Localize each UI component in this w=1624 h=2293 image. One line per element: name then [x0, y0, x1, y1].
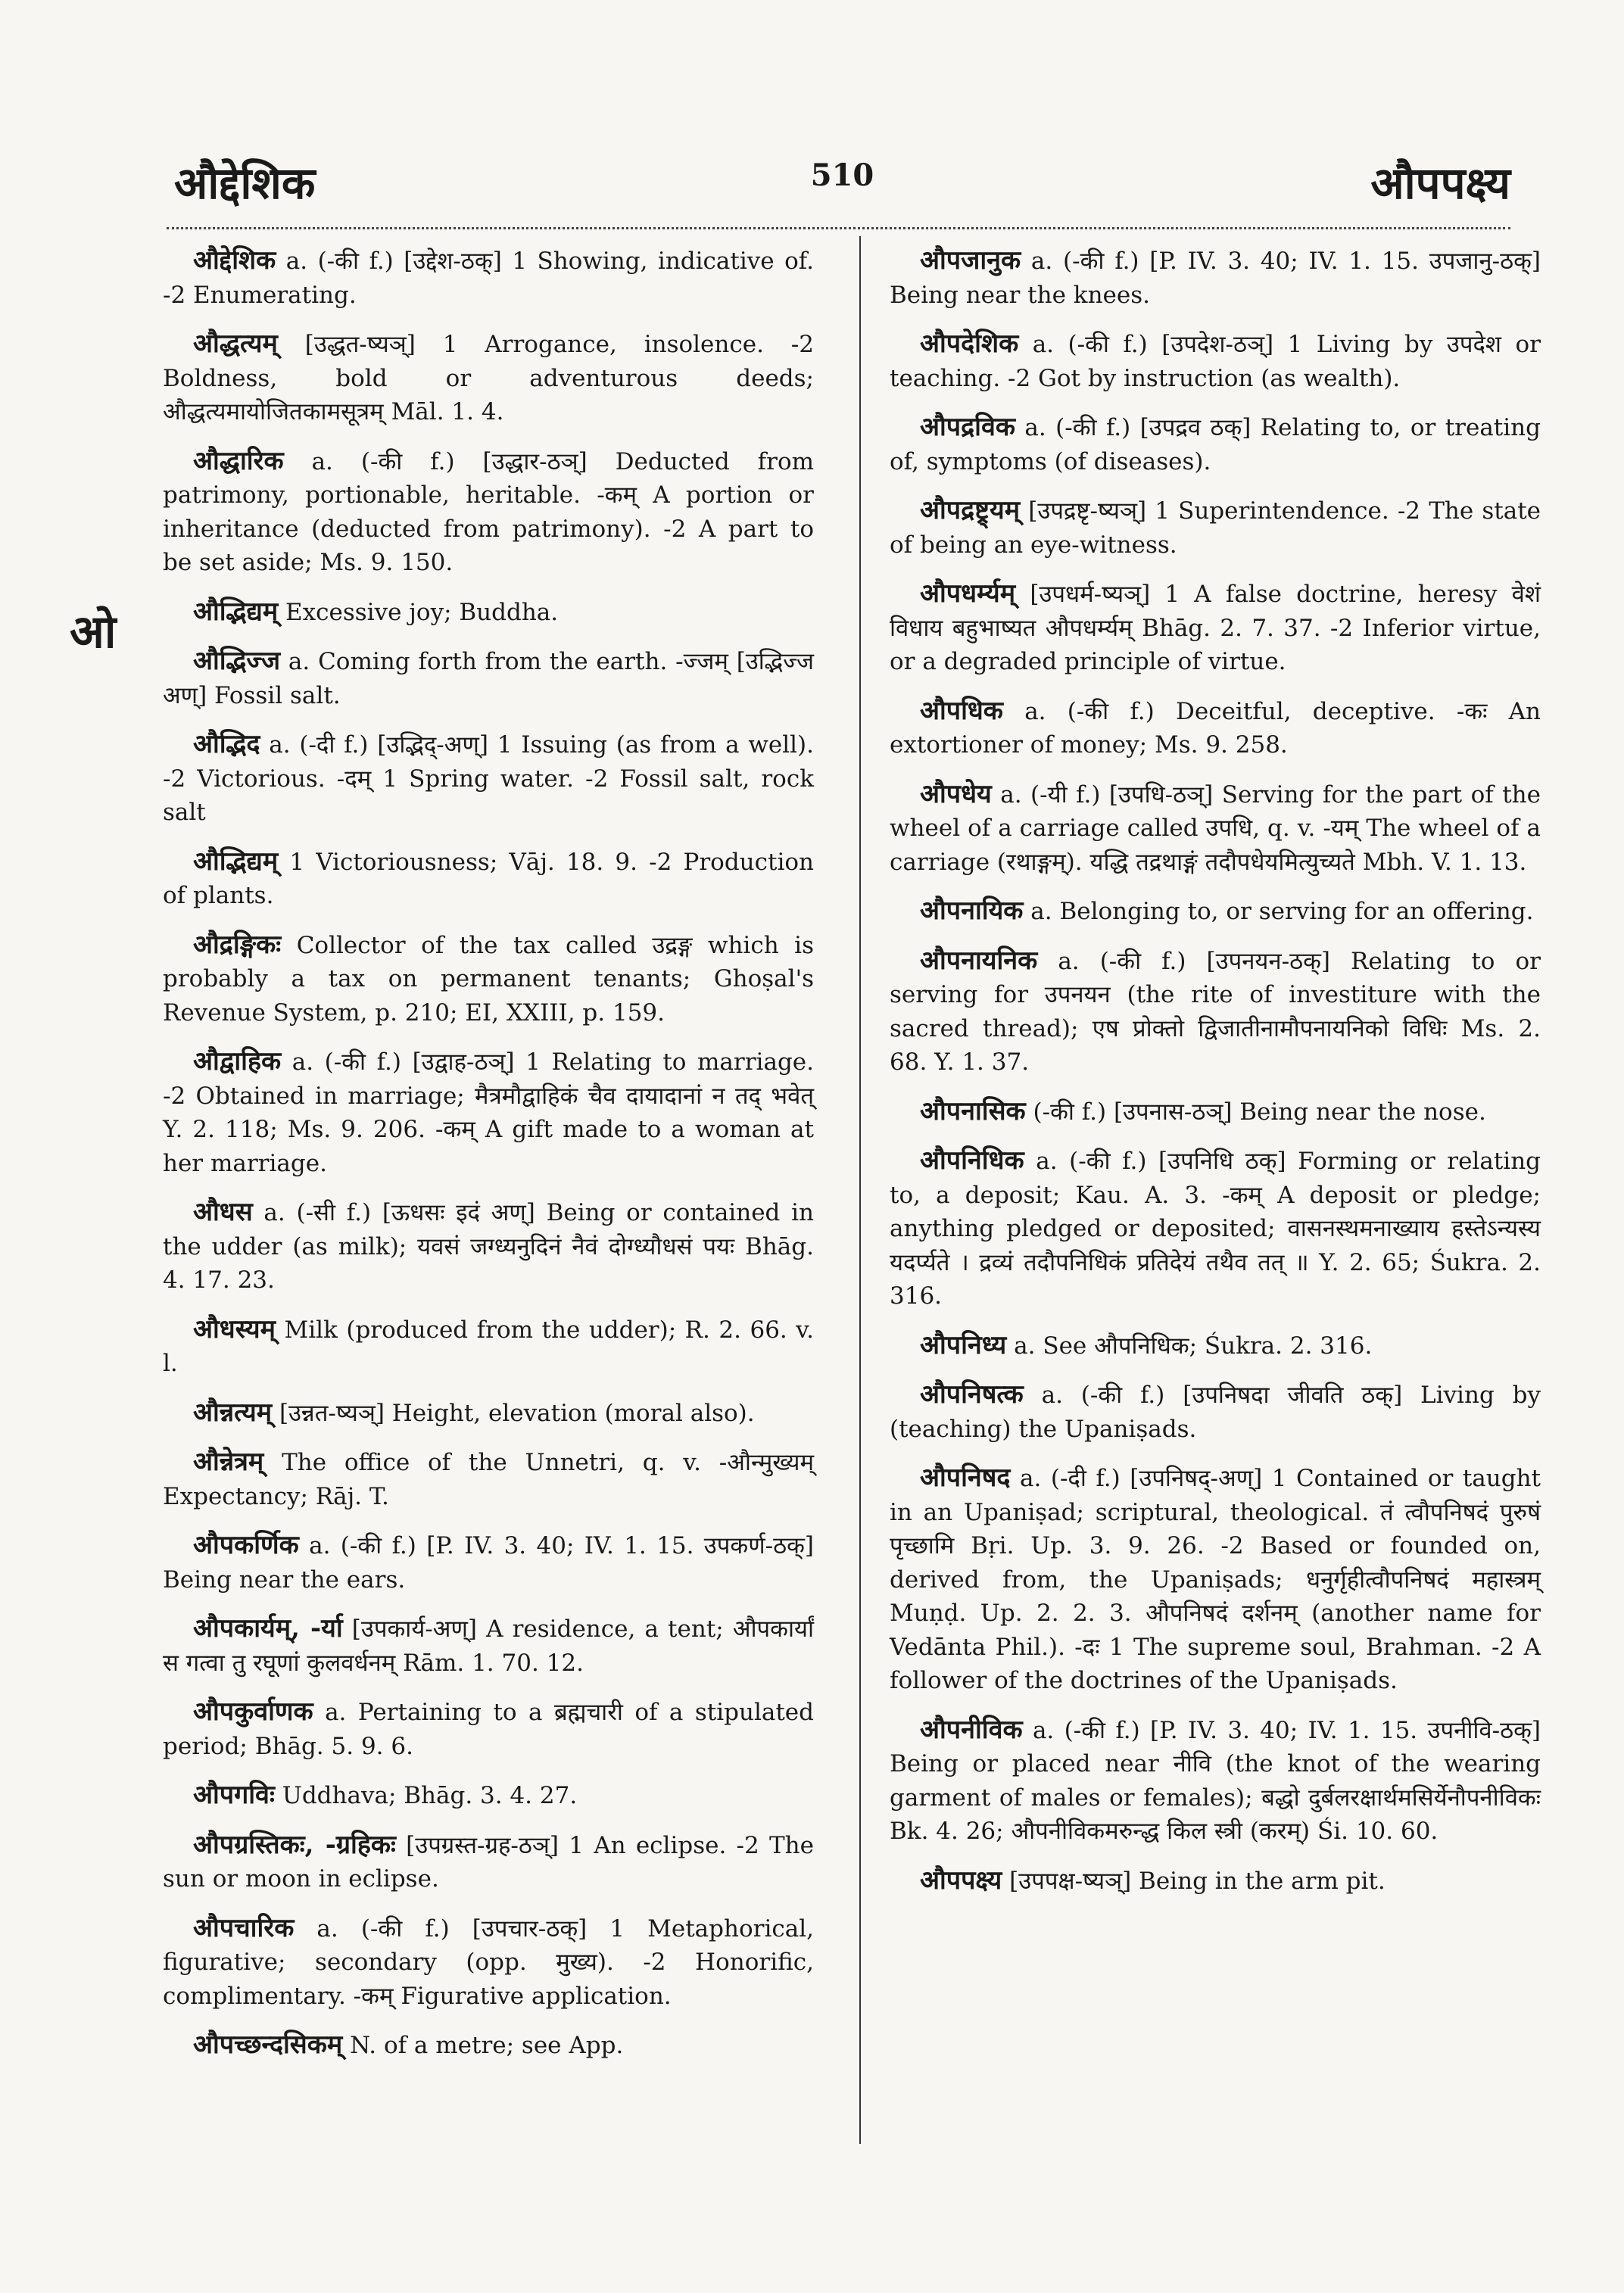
- dictionary-entry: [163, 2028, 814, 2063]
- entry-definition: a. See औपनिधिक; Śukra. 2. 316.: [1014, 1332, 1373, 1360]
- entry-definition: a. (-की f.) [उपचार-ठक्] 1 Metaphorical, figurative; secondary (opp. मुख्य). -2 Honorific, complimentary. -कम् Figurative application.: [163, 1914, 814, 2010]
- entry-definition: [उद्धत-ष्यञ्] 1 Arrogance, insolence. -2 Boldness, bold or adventurous deeds; औद्धत्यमायोजितकामसूत्रम् Māl. 1. 4.: [163, 331, 814, 425]
- entry-headword: औपगविः: [193, 1780, 275, 1810]
- entry-headword: औद्धत्यम्: [193, 329, 278, 359]
- dictionary-entry: [163, 1828, 814, 1896]
- right-guide-word: औपपक्ष्य: [1370, 157, 1510, 209]
- dictionary-entry: [163, 644, 814, 712]
- dictionary-entry: [163, 244, 814, 312]
- dictionary-entry: [163, 1313, 814, 1381]
- margin-section-mark: ओ: [70, 606, 117, 659]
- entry-definition: (-की f.) [उपनास-ठञ्] Being near the nose.: [1033, 1098, 1486, 1126]
- entry-headword: औपच्छन्दसिकम्: [193, 2030, 343, 2060]
- entry-definition: a. (-की f.) [P. IV. 3. 40; IV. 1. 15. उपजानु-ठक्] Being near the knees.: [890, 248, 1541, 309]
- dictionary-entry: [163, 1396, 814, 1431]
- dictionary-entry: [163, 928, 814, 1030]
- entry-definition: a. (-दी f.) [उद्भिद्-अण्] 1 Issuing (as from a well). -2 Victorious. -दम् 1 Spring water. -2 Fossil salt, rock salt: [163, 731, 815, 826]
- entry-headword: औधस: [193, 1197, 253, 1227]
- entry-definition: a. Coming forth from the earth. -ज्जम् [उद्भिज्ज अण्] Fossil salt.: [163, 648, 814, 709]
- column-divider: [859, 236, 861, 2144]
- dictionary-entry: [890, 1095, 1541, 1129]
- dictionary-entry: [890, 244, 1541, 312]
- entry-headword: औपकार्यम्, -र्या: [193, 1613, 343, 1643]
- dictionary-entry: [163, 1695, 814, 1763]
- entry-definition: a. (-यी f.) [उपधि-ठञ्] Serving for the part of the wheel of a carriage called उपधि, q. v. -यम् The wheel of a carriage (रथाङ्गम्). यद्धि तद्रथाङ्गं तदौपधेयमित्युच्यते Mbh. V. 1. 13.: [890, 780, 1541, 876]
- entry-definition: a. (-सी f.) [ऊधसः इदं अण्] Being or contained in the udder (as milk); यवसं जग्ध्यनुदिनं नैवं दोग्ध्यौधसं पयः Bhāg. 4. 17. 23.: [163, 1199, 814, 1294]
- dictionary-entry: [163, 1195, 814, 1298]
- entry-definition: Uddhava; Bhāg. 3. 4. 27.: [282, 1782, 578, 1809]
- dictionary-entry: [890, 410, 1541, 478]
- entry-headword: औपग्रस्तिकः, -ग्रहिकः: [193, 1829, 396, 1860]
- dictionary-entry: [163, 845, 814, 913]
- entry-headword: औपनीविक: [920, 1714, 1023, 1745]
- entry-definition: [उपपक्ष-ष्यञ्] Being in the arm pit.: [1009, 1867, 1386, 1895]
- entry-headword: औद्भिज्ज: [193, 646, 281, 676]
- entry-headword: औपकुर्वाणक: [193, 1696, 313, 1727]
- entry-headword: औपद्रष्ट्र्यम्: [920, 495, 1021, 525]
- entry-headword: औद्धारिक: [193, 445, 284, 476]
- dictionary-entry: [163, 1778, 814, 1813]
- entry-headword: औपनायिक: [920, 896, 1024, 926]
- entry-headword: औपचारिक: [193, 1912, 295, 1943]
- entry-definition: Excessive joy; Buddha.: [285, 598, 559, 626]
- entry-headword: औपनिषद: [920, 1463, 1011, 1493]
- entry-headword: औपधिक: [920, 695, 1003, 726]
- entry-definition: a. (-की f.) [उद्धार-ठञ्] Deducted from patrimony, portionable, heritable. -कम् A portion or inheritance (deducted from patrimony). -2 A part to be set aside; Ms. 9. 150.: [163, 447, 815, 576]
- dictionary-entry: [163, 1445, 814, 1513]
- entry-definition: a. (-की f.) [उपनिधि ठक्] Forming or relating to, a deposit; Kau. A. 3. -कम् A deposit or pledge; anything pledged or deposited; वासनस्थमनाख्याय हस्तेऽन्यस्य यदर्प्यते । द्रव्यं तदौपनिधिकं प्रतिदेयं तथैव तत् ॥ Y. 2. 65; Śukra. 2. 316.: [890, 1148, 1541, 1310]
- entry-definition: The office of the Unnetri, q. v. -औन्मुख्यम् Expectancy; Rāj. T.: [163, 1449, 814, 1510]
- entry-definition: Milk (produced from the udder); R. 2. 66. v. l.: [163, 1316, 814, 1377]
- dictionary-entry: [163, 1911, 814, 2014]
- entry-definition: a. (-की f.) Deceitful, deceptive. -कः An extortioner of money; Ms. 9. 258.: [890, 697, 1541, 759]
- entry-definition: a. (-की f.) [उपद्रव ठक्] Relating to, or treating of, symptoms (of diseases).: [890, 414, 1541, 475]
- dictionary-entry: [890, 1378, 1541, 1446]
- entry-definition: a. (-की f.) [उपनयन-ठक्] Relating to or serving for उपनयन (the rite of investiture with the sacred thread); एष प्रोक्तो द्विजातीनामौपनायनिको विधिः Ms. 2. 68. Y. 1. 37.: [890, 947, 1541, 1076]
- entry-headword: औपनिषत्क: [920, 1379, 1024, 1410]
- dictionary-entry: [163, 595, 814, 630]
- entry-definition: a. (-की f.) [उपनिषदा जीवति ठक्] Living by (teaching) the Upaniṣads.: [890, 1382, 1541, 1443]
- entry-definition: [उन्नत-ष्यञ्] Height, elevation (moral also).: [279, 1399, 755, 1427]
- entry-headword: औद्भिद्यम्: [193, 596, 279, 627]
- entry-definition: [उपद्रष्टृ-ष्यञ्] 1 Superintendence. -2 The state of being an eye-witness.: [890, 497, 1541, 559]
- dictionary-entry: [890, 1864, 1541, 1899]
- entry-headword: औद्भिद्यम्: [193, 846, 279, 877]
- dictionary-entry: [890, 1713, 1541, 1849]
- entry-headword: औपपक्ष्य: [920, 1865, 1002, 1896]
- entry-headword: औन्नत्यम्: [193, 1397, 273, 1428]
- left-column: [163, 244, 814, 2078]
- entry-headword: औद्रङ्गिकः: [193, 929, 282, 960]
- entry-headword: औन्नेत्रम्: [193, 1447, 264, 1477]
- entry-definition: a. (-की f.) [उद्वाह-ठञ्] 1 Relating to marriage. -2 Obtained in marriage; मैत्रमौद्वाहिकं चैव दायादानां न तद् भवेत् Y. 2. 118; Ms. 9. 206. -कम् A gift made to a woman at her marriage.: [163, 1048, 814, 1177]
- entry-definition: a. (-की f.) [उद्देश-ठक्] 1 Showing, indicative of. -2 Enumerating.: [163, 248, 814, 309]
- entry-headword: औपदेशिक: [920, 329, 1019, 359]
- entry-headword: औद्भिद: [193, 729, 260, 759]
- dictionary-entry: [890, 944, 1541, 1080]
- entry-definition: N. of a metre; see App.: [350, 2032, 624, 2059]
- entry-headword: औपधर्म्यम्: [920, 578, 1016, 609]
- dictionary-entry: [890, 694, 1541, 762]
- entry-definition: a. Belonging to, or serving for an offering.: [1030, 898, 1534, 925]
- entry-headword: औपनिध्य: [920, 1329, 1007, 1360]
- dictionary-entry: [890, 494, 1541, 562]
- entry-headword: औद्देशिक: [193, 245, 276, 276]
- entry-definition: [उपकार्य-अण्] A residence, a tent; औपकार्यां स गत्वा तु रघूणां कुलवर्धनम् Rām. 1. 70. 12.: [163, 1615, 815, 1677]
- entry-headword: औपद्रविक: [920, 412, 1015, 442]
- entry-definition: a. (-दी f.) [उपनिषद्-अण्] 1 Contained or taught in an Upaniṣad; scriptural, theological. तं त्वौपनिषदं पुरुषं पृच्छामि Bṛi. Up. 3. 9. 26. -2 Based or founded on, derived from, the Upaniṣads; धनुर्गृहीत्वौपनिषदं महास्त्रम् Muṇḍ. Up. 2. 2. 3. औपनिषदं दर्शनम् (another name for Vedānta Phil.). -दः 1 The supreme soul, Brahman. -2 A follower of the doctrines of the Upaniṣads.: [890, 1465, 1541, 1694]
- dictionary-entry: [890, 777, 1541, 880]
- dictionary-entry: [163, 1045, 814, 1180]
- page-header: [174, 144, 1510, 212]
- page-number: 510: [810, 157, 874, 193]
- left-guide-word: औद्देशिक: [174, 157, 316, 209]
- dictionary-entry: [163, 727, 814, 830]
- entry-headword: औपनासिक: [920, 1095, 1026, 1126]
- dictionary-entry: [163, 327, 814, 429]
- entry-definition: a. Pertaining to a ब्रह्मचारी of a stipulated period; Bhāg. 5. 9. 6.: [163, 1699, 814, 1760]
- entry-definition: [उपधर्म-ष्यञ्] 1 A false doctrine, heresy वेशं विधाय बहुभाष्यत औपधर्म्यम् Bhāg. 2. 7. 37. -2 Inferior virtue, or a degraded principle of virtue.: [890, 581, 1541, 675]
- dictionary-entry: [890, 577, 1541, 679]
- entry-headword: औद्वाहिक: [193, 1046, 282, 1076]
- entry-definition: [उपग्रस्त-ग्रह-ठञ्] 1 An eclipse. -2 The sun or moon in eclipse.: [163, 1831, 814, 1893]
- dictionary-entry: [163, 444, 814, 580]
- entry-headword: औधस्यम्: [193, 1313, 276, 1344]
- entry-definition: a. (-की f.) [P. IV. 3. 40; IV. 1. 15. उपनीवि-ठक्] Being or placed near नीवि (the knot of the wearing garment of males or females); बद्धो दुर्बलरक्षार्थमसिर्येनौपनीविकः Bk. 4. 26; औपनीविकमरुन्द्ध किल स्त्री (करम्) Śi. 10. 60.: [890, 1716, 1541, 1845]
- entry-definition: a. (-की f.) [उपदेश-ठञ्] 1 Living by उपदेश or teaching. -2 Got by instruction (as wealth).: [890, 331, 1541, 392]
- dictionary-entry: [890, 327, 1541, 395]
- dictionary-entry: [890, 1461, 1541, 1698]
- dictionary-entry: [890, 894, 1541, 929]
- right-column: [890, 244, 1541, 1913]
- dictionary-entry: [890, 1144, 1541, 1313]
- entry-headword: औपकर्णिक: [193, 1530, 299, 1560]
- header-rule: [167, 227, 1510, 229]
- entry-definition: 1 Victoriousness; Vāj. 18. 9. -2 Production of plants.: [163, 848, 814, 909]
- entry-headword: औपनिधिक: [920, 1145, 1024, 1176]
- dictionary-entry: [163, 1528, 814, 1597]
- entry-headword: औपनायनिक: [920, 945, 1038, 976]
- entry-definition: Collector of the tax called उद्रङ्ग which is probably a tax on permanent tenants; Ghoṣal's Revenue System, p. 210; EI, XXIII, p. 159.: [163, 931, 815, 1027]
- entry-headword: औपधेय: [920, 778, 992, 809]
- entry-headword: औपजानुक: [920, 245, 1021, 276]
- dictionary-entry: [163, 1612, 814, 1680]
- entry-definition: a. (-की f.) [P. IV. 3. 40; IV. 1. 15. उपकर्ण-ठक्] Being near the ears.: [163, 1532, 815, 1594]
- dictionary-entry: [890, 1329, 1541, 1363]
